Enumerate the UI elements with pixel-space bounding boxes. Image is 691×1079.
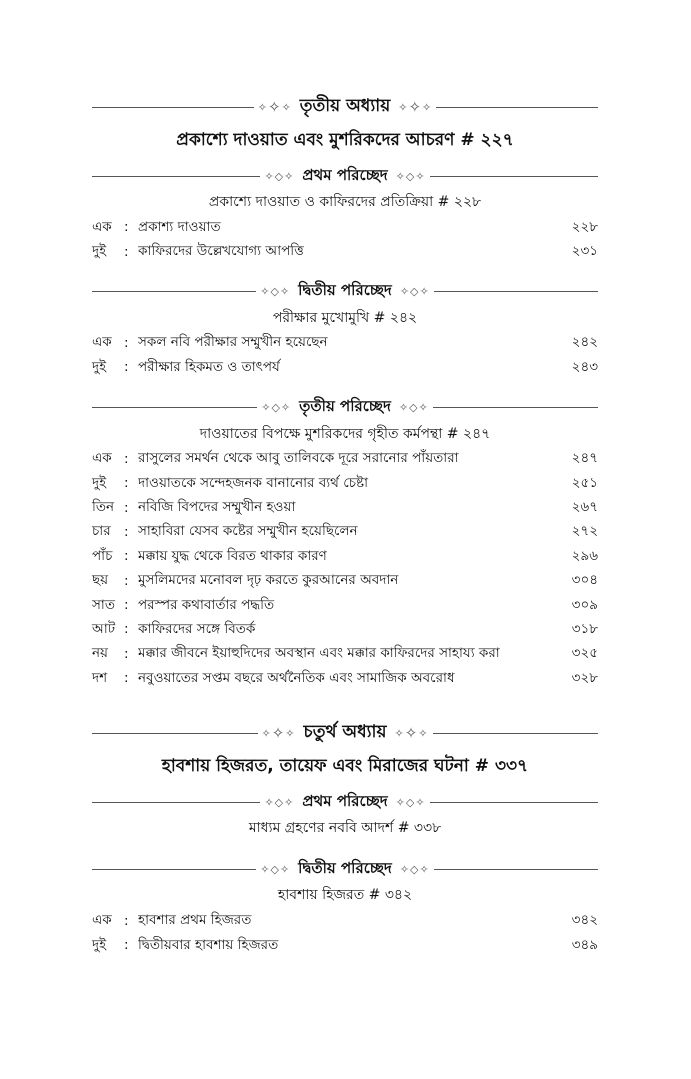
- entry-title: কাফিরদের সঙ্গে বিতর্ক: [138, 620, 256, 637]
- divider-line: [92, 407, 257, 408]
- section-divider: [92, 280, 598, 304]
- entry-page: ৩২৫: [571, 645, 598, 662]
- section-subtitle: মাধ্যম গ্রহণের নববি আদর্শ # ৩৩৮: [248, 820, 442, 837]
- divider-line: [92, 869, 256, 870]
- section-subtitle: পরীক্ষার মুখোমুখি # ২৪২: [272, 309, 418, 326]
- section-title: দ্বিতীয় পরিচ্ছেদ: [298, 858, 392, 877]
- divider-line: [433, 733, 599, 734]
- section-title: তৃতীয় পরিচ্ছেদ: [299, 397, 391, 416]
- divider-line: [92, 291, 256, 292]
- section-title: প্রথম পরিচ্ছেদ: [302, 791, 388, 810]
- entry-page: ৩০৪: [571, 572, 598, 589]
- divider-line: [430, 802, 598, 803]
- entry-colon: :: [124, 645, 129, 662]
- diamond-ornament-icon: ✧◇✧: [395, 169, 426, 183]
- diamond-ornament-icon: ✧◇✧: [260, 285, 291, 299]
- entry-colon: :: [124, 219, 129, 236]
- entry-number: দশ: [92, 669, 108, 686]
- chapter-divider: [92, 720, 598, 746]
- toc-entry[interactable]: [92, 239, 598, 263]
- entry-page: ২৪২: [571, 334, 598, 351]
- entry-title: প্রকাশ্য দাওয়াত: [138, 218, 221, 235]
- entry-number: এক: [92, 450, 112, 467]
- entry-title: পরীক্ষার হিকমত ও তাৎপর্য: [138, 358, 280, 375]
- entry-page: ৩২৮: [571, 669, 598, 686]
- entry-colon: :: [124, 670, 129, 687]
- divider-line: [434, 869, 598, 870]
- section-divider: [92, 790, 598, 814]
- divider-line: [433, 407, 598, 408]
- entry-colon: :: [124, 475, 129, 492]
- toc-entry[interactable]: [92, 569, 598, 593]
- diamond-ornament-icon: ✧◇✧: [261, 401, 292, 415]
- diamond-ornament-icon: ✧◇✧: [264, 169, 295, 183]
- entry-number: আট: [92, 620, 116, 637]
- toc-entry[interactable]: [92, 593, 598, 617]
- section-subtitle: দাওয়াতের বিপক্ষে মুশরিকদের গৃহীত কর্মপন্থা # ২৪৭: [199, 425, 491, 442]
- entry-page: ২২৮: [571, 218, 598, 235]
- chapter-subtitle: প্রকাশ্যে দাওয়াত এবং মুশরিকদের আচরণ # ২২৭: [176, 130, 514, 150]
- entry-title: রাসুলের সমর্থন থেকে আবু তালিবকে দূরে সরানোর পাঁয়তারা: [138, 450, 459, 467]
- toc-entry[interactable]: [92, 908, 598, 932]
- toc-entry[interactable]: [92, 544, 598, 568]
- entry-number: দুই: [92, 936, 107, 953]
- toc-entry[interactable]: [92, 617, 598, 641]
- entry-number: এক: [92, 912, 112, 929]
- divider-line: [430, 176, 598, 177]
- entry-colon: :: [124, 548, 129, 565]
- entry-number: দুই: [92, 243, 107, 260]
- entry-title: মুসলিমদের মনোবল দৃঢ় করতে কুরআনের অবদান: [138, 572, 399, 589]
- entry-title: হাবশার প্রথম হিজরত: [138, 912, 252, 929]
- entry-title: নবুওয়াতের সপ্তম বছরে অর্থনৈতিক এবং সামাজিক অবরোধ: [138, 669, 455, 686]
- entry-title: দ্বিতীয়বার হাবশায় হিজরত: [138, 936, 279, 953]
- section-divider: [92, 857, 598, 881]
- entry-colon: :: [124, 597, 129, 614]
- chapter-subtitle: হাবশায় হিজরত, তায়েফ এবং মিরাজের ঘটনা # ৩৩৭: [161, 756, 529, 777]
- toc-entry[interactable]: [92, 933, 598, 957]
- section-title: প্রথম পরিচ্ছেদ: [302, 165, 388, 184]
- entry-page: ৩৪৯: [571, 936, 598, 953]
- entry-number: চার: [92, 523, 111, 540]
- diamond-ornament-icon: ✧ ✧ ✧: [257, 98, 292, 116]
- toc-entry[interactable]: [92, 355, 598, 379]
- entry-colon: :: [124, 912, 129, 929]
- entry-colon: :: [124, 523, 129, 540]
- entry-number: পাঁচ: [92, 547, 113, 564]
- entry-number: সাত: [92, 596, 115, 613]
- toc-entry[interactable]: [92, 642, 598, 666]
- entry-title: সাহাবিরা যেসব কষ্টের সম্মুখীন হয়েছিলেন: [138, 523, 358, 540]
- entry-title: নবিজি বিপদের সম্মুখীন হওয়া: [138, 499, 296, 516]
- entry-number: ছয়: [92, 572, 109, 589]
- diamond-ornament-icon: ✧◇✧: [398, 401, 429, 415]
- chapter-divider: [92, 94, 598, 120]
- entry-page: ৩১৮: [571, 620, 598, 637]
- entry-title: মক্কার জীবনে ইয়াহুদিদের অবস্থান এবং মক্কার কাফিরদের সাহায্য করা: [138, 645, 500, 662]
- entry-number: এক: [92, 334, 112, 351]
- entry-page: ৩৪২: [571, 912, 598, 929]
- divider-line: [92, 802, 260, 803]
- entry-colon: :: [124, 937, 129, 954]
- toc-entry[interactable]: [92, 447, 598, 471]
- entry-number: এক: [92, 218, 112, 235]
- divider-line: [92, 107, 254, 108]
- table-of-contents: [92, 94, 598, 957]
- toc-entry[interactable]: [92, 495, 598, 519]
- entry-title: কাফিরদের উল্লেখযোগ্য আপত্তি: [138, 243, 304, 260]
- toc-entry[interactable]: [92, 331, 598, 355]
- entry-number: নয়: [92, 645, 109, 662]
- divider-line: [92, 733, 258, 734]
- section-subtitle: প্রকাশ্যে দাওয়াত ও কাফিরদের প্রতিক্রিয়া # ২২৮: [208, 194, 482, 210]
- entry-colon: :: [124, 450, 129, 467]
- entry-number: দুই: [92, 358, 107, 375]
- toc-entry[interactable]: [92, 666, 598, 690]
- diamond-ornament-icon: ✧◇✧: [264, 795, 295, 809]
- entry-colon: :: [124, 572, 129, 589]
- divider-line: [92, 176, 260, 177]
- entry-page: ২৪৩: [571, 358, 598, 375]
- entry-page: ৩০৯: [571, 596, 598, 613]
- section-divider: [92, 164, 598, 188]
- entry-page: ২৫১: [571, 474, 598, 491]
- entry-title: দাওয়াতকে সন্দেহজনক বানানোর ব্যর্থ চেষ্টা: [138, 474, 368, 491]
- entry-colon: :: [124, 243, 129, 260]
- section-title: দ্বিতীয় পরিচ্ছেদ: [298, 281, 392, 300]
- diamond-ornament-icon: ✧◇✧: [399, 862, 430, 876]
- diamond-ornament-icon: ✧◇✧: [260, 862, 291, 876]
- toc-entry[interactable]: [92, 471, 598, 495]
- entry-title: পরস্পর কথাবার্তার পদ্ধতি: [138, 596, 275, 613]
- entry-number: তিন: [92, 499, 115, 516]
- divider-line: [434, 291, 598, 292]
- diamond-ornament-icon: ✧ ✧ ✧: [398, 98, 433, 116]
- chapter-title: চতুর্থ অধ্যায়: [303, 722, 387, 743]
- diamond-ornament-icon: ✧◇✧: [395, 795, 426, 809]
- entry-page: ২৯৬: [571, 547, 598, 564]
- entry-page: ২৩১: [571, 243, 598, 260]
- divider-line: [436, 107, 598, 108]
- entry-colon: :: [124, 334, 129, 351]
- diamond-ornament-icon: ✧◇✧: [399, 285, 430, 299]
- entry-colon: :: [124, 359, 129, 376]
- entry-colon: :: [124, 499, 129, 516]
- entry-title: সকল নবি পরীক্ষার সম্মুখীন হয়েছেন: [138, 334, 328, 351]
- toc-entry[interactable]: [92, 215, 598, 239]
- chapter-title: তৃতীয় অধ্যায়: [299, 96, 391, 116]
- entry-page: ২৭২: [571, 523, 598, 540]
- entry-page: ২৪৭: [571, 450, 598, 467]
- section-divider: [92, 396, 598, 420]
- entry-number: দুই: [92, 474, 107, 491]
- diamond-ornament-icon: ✧ ✧ ✧: [394, 724, 429, 743]
- entry-title: মক্কায় যুদ্ধ থেকে বিরত থাকার কারণ: [138, 547, 327, 564]
- section-subtitle: হাবশায় হিজরত # ৩৪২: [277, 887, 413, 904]
- entry-page: ২৬৭: [571, 499, 598, 516]
- toc-entry[interactable]: [92, 520, 598, 544]
- entry-colon: :: [124, 621, 129, 638]
- diamond-ornament-icon: ✧ ✧ ✧: [261, 724, 296, 743]
